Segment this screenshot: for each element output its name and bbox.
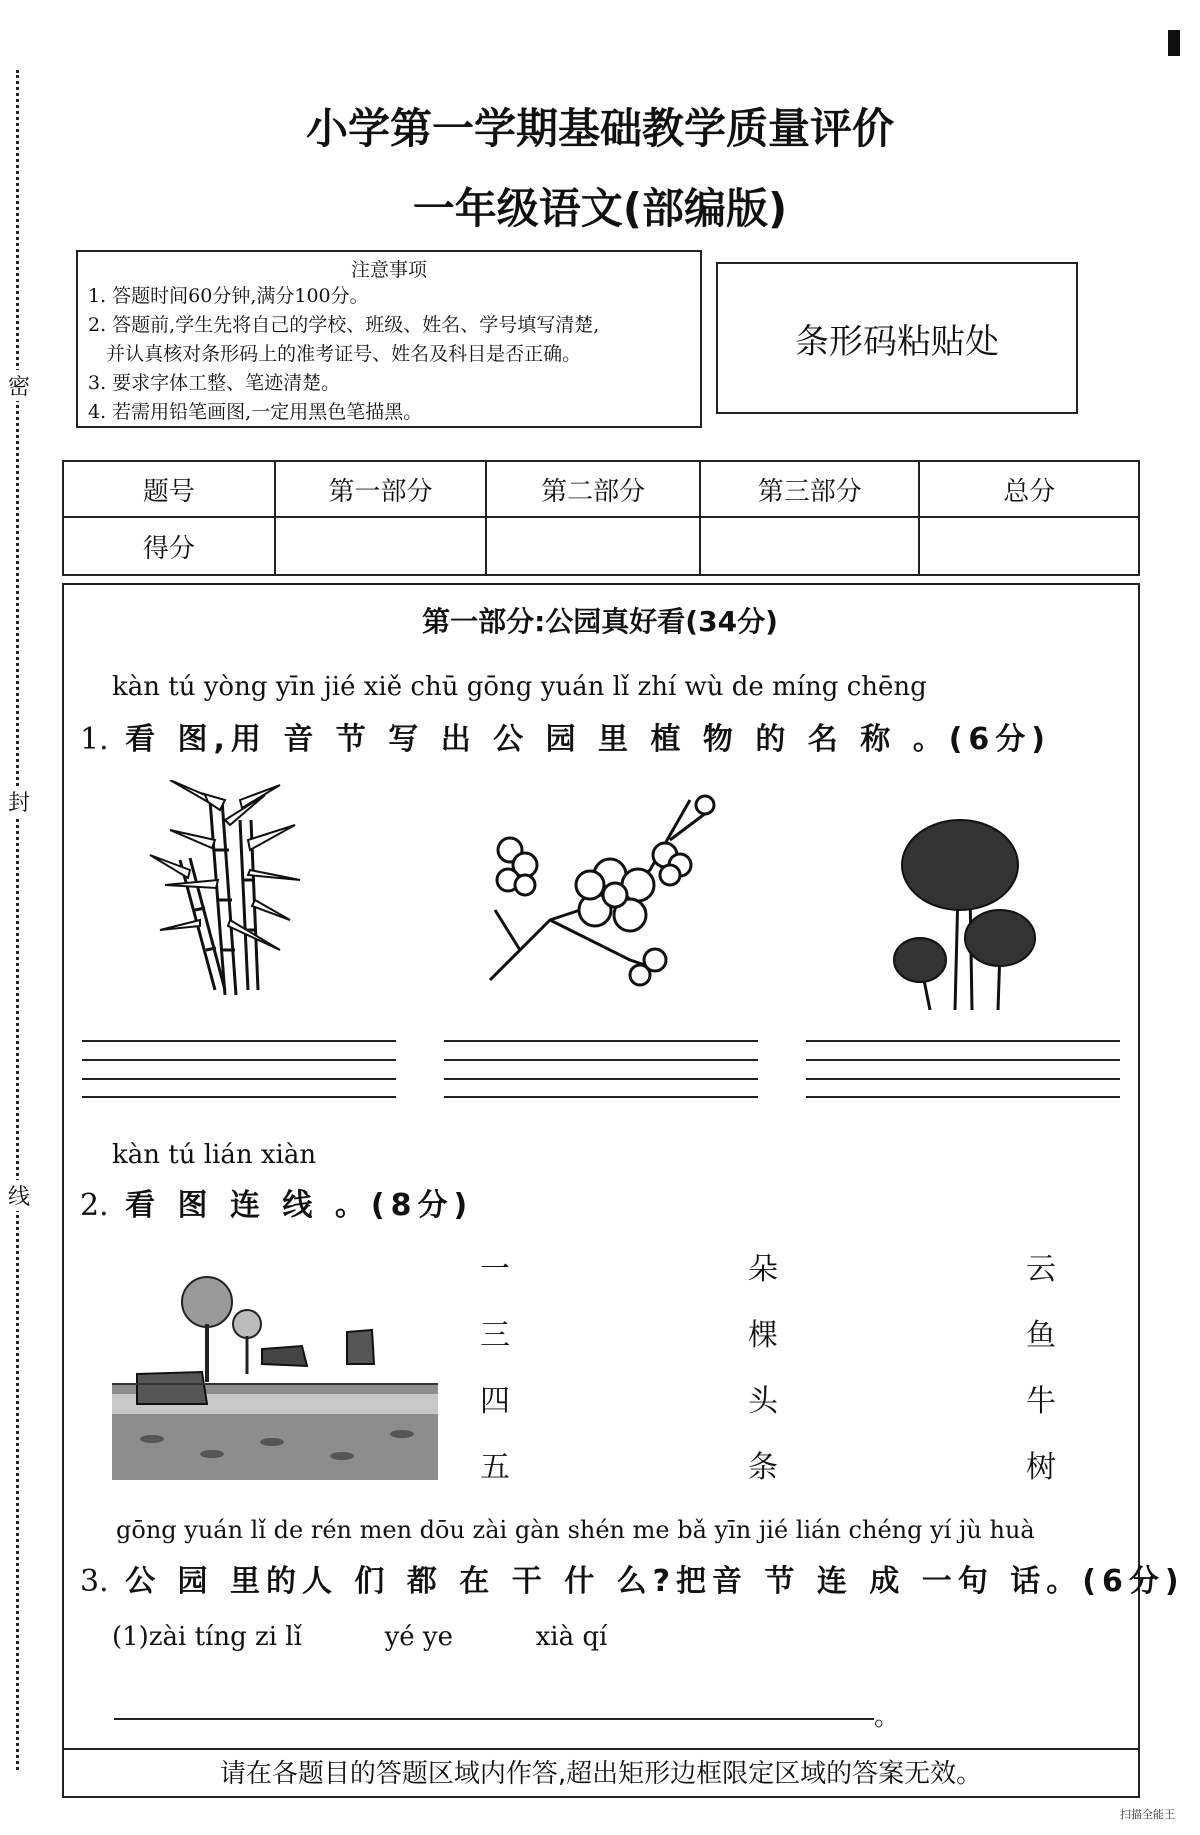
num-word[interactable]: 五 — [480, 1450, 510, 1485]
score-header: 第三部分 — [700, 461, 919, 517]
score-header: 第二部分 — [486, 461, 700, 517]
q3-text — [80, 1556, 1185, 1600]
side-label-xian: 线 — [8, 1180, 30, 1211]
score-header: 题号 — [63, 461, 275, 517]
lotus-leaf-picture — [890, 810, 1040, 1010]
score-header: 第一部分 — [275, 461, 487, 517]
q1-number: 1. — [80, 722, 109, 757]
q1-pinyin: kàn tú yòng yīn jié xiě chū gōng yuán lǐ zhí wù de míng chēng — [112, 672, 927, 702]
q1-text — [80, 714, 1051, 758]
notice-item: 2. 答题前,学生先将自己的学校、班级、姓名、学号填写清楚, — [88, 314, 600, 336]
plum-blossom-picture — [480, 790, 730, 990]
answer-lines-2[interactable] — [444, 1040, 758, 1098]
barcode-area — [716, 262, 1078, 414]
q1-prompt: 看 图,用 音 节 写 出 公 园 里 植 物 的 名 称 。(6分) — [125, 722, 1051, 757]
answer-lines-3[interactable] — [806, 1040, 1120, 1098]
score-cell[interactable] — [486, 517, 700, 575]
noun-word[interactable]: 云 — [1026, 1252, 1056, 1287]
measure-word[interactable]: 朵 — [748, 1252, 778, 1287]
noun-word[interactable]: 牛 — [1026, 1384, 1056, 1419]
bamboo-picture — [130, 780, 330, 1000]
num-word[interactable]: 四 — [480, 1384, 510, 1419]
score-row-label: 得分 — [63, 517, 275, 575]
q2-text — [80, 1180, 473, 1224]
q3-pinyin: gōng yuán lǐ de rén men dōu zài gàn shén me bǎ yīn jié lián chéng yí jù huà — [116, 1516, 1035, 1544]
scan-watermark: 扫描全能王 — [1120, 1808, 1175, 1821]
measure-word[interactable]: 条 — [748, 1450, 778, 1485]
side-label-feng: 封 — [8, 786, 30, 817]
notice-item: 并认真核对条形码上的准考证号、姓名及科目是否正确。 — [88, 343, 582, 365]
notice-box — [76, 250, 702, 428]
q3-answer-line[interactable] — [114, 1718, 874, 1720]
score-cell[interactable] — [700, 517, 919, 575]
measure-word[interactable]: 头 — [748, 1384, 778, 1419]
park-scene-picture — [112, 1264, 438, 1480]
answer-lines-1[interactable] — [82, 1040, 396, 1098]
q2-prompt: 看 图 连 线 。(8分) — [125, 1188, 474, 1223]
section-title: 第一部分:公园真好看(34分) — [422, 605, 778, 638]
noun-word[interactable]: 鱼 — [1026, 1318, 1056, 1353]
notice-item: 1. 答题时间60分钟,满分100分。 — [88, 285, 369, 307]
noun-word[interactable]: 树 — [1026, 1450, 1056, 1485]
score-table — [62, 460, 1140, 576]
notice-title: 注意事项 — [350, 259, 427, 281]
q3-end-mark: 。 — [874, 1702, 901, 1732]
score-header: 总分 — [919, 461, 1139, 517]
q3-sub1: (1)zài tíng zi lǐ yé ye xià qí — [112, 1622, 608, 1652]
footer-note: 请在各题目的答题区域内作答,超出矩形边框限定区域的答案无效。 — [62, 1748, 1140, 1798]
seal-dotted-line — [16, 70, 19, 1770]
q3-number: 3. — [80, 1564, 109, 1599]
score-cell[interactable] — [275, 517, 487, 575]
measure-word[interactable]: 棵 — [748, 1318, 778, 1353]
q3-prompt: 公 园 里的人 们 都 在 干 什 么?把音 节 连 成 一句 话。(6分) — [125, 1564, 1185, 1599]
page-subtitle: 一年级语文(部编版) — [412, 184, 788, 233]
q2-number: 2. — [80, 1188, 109, 1223]
side-label-mi: 密 — [8, 370, 30, 401]
notice-item: 3. 要求字体工整、笔迹清楚。 — [88, 372, 341, 394]
score-cell[interactable] — [919, 517, 1139, 575]
num-word[interactable]: 三 — [480, 1318, 510, 1353]
notice-item: 4. 若需用铅笔画图,一定用黑色笔描黑。 — [88, 401, 423, 423]
barcode-label: 条形码粘贴处 — [795, 321, 999, 362]
q2-pinyin: kàn tú lián xiàn — [112, 1140, 317, 1170]
num-word[interactable]: 一 — [480, 1252, 510, 1287]
page-title: 小学第一学期基础教学质量评价 — [305, 104, 894, 153]
corner-marker — [1168, 30, 1180, 56]
